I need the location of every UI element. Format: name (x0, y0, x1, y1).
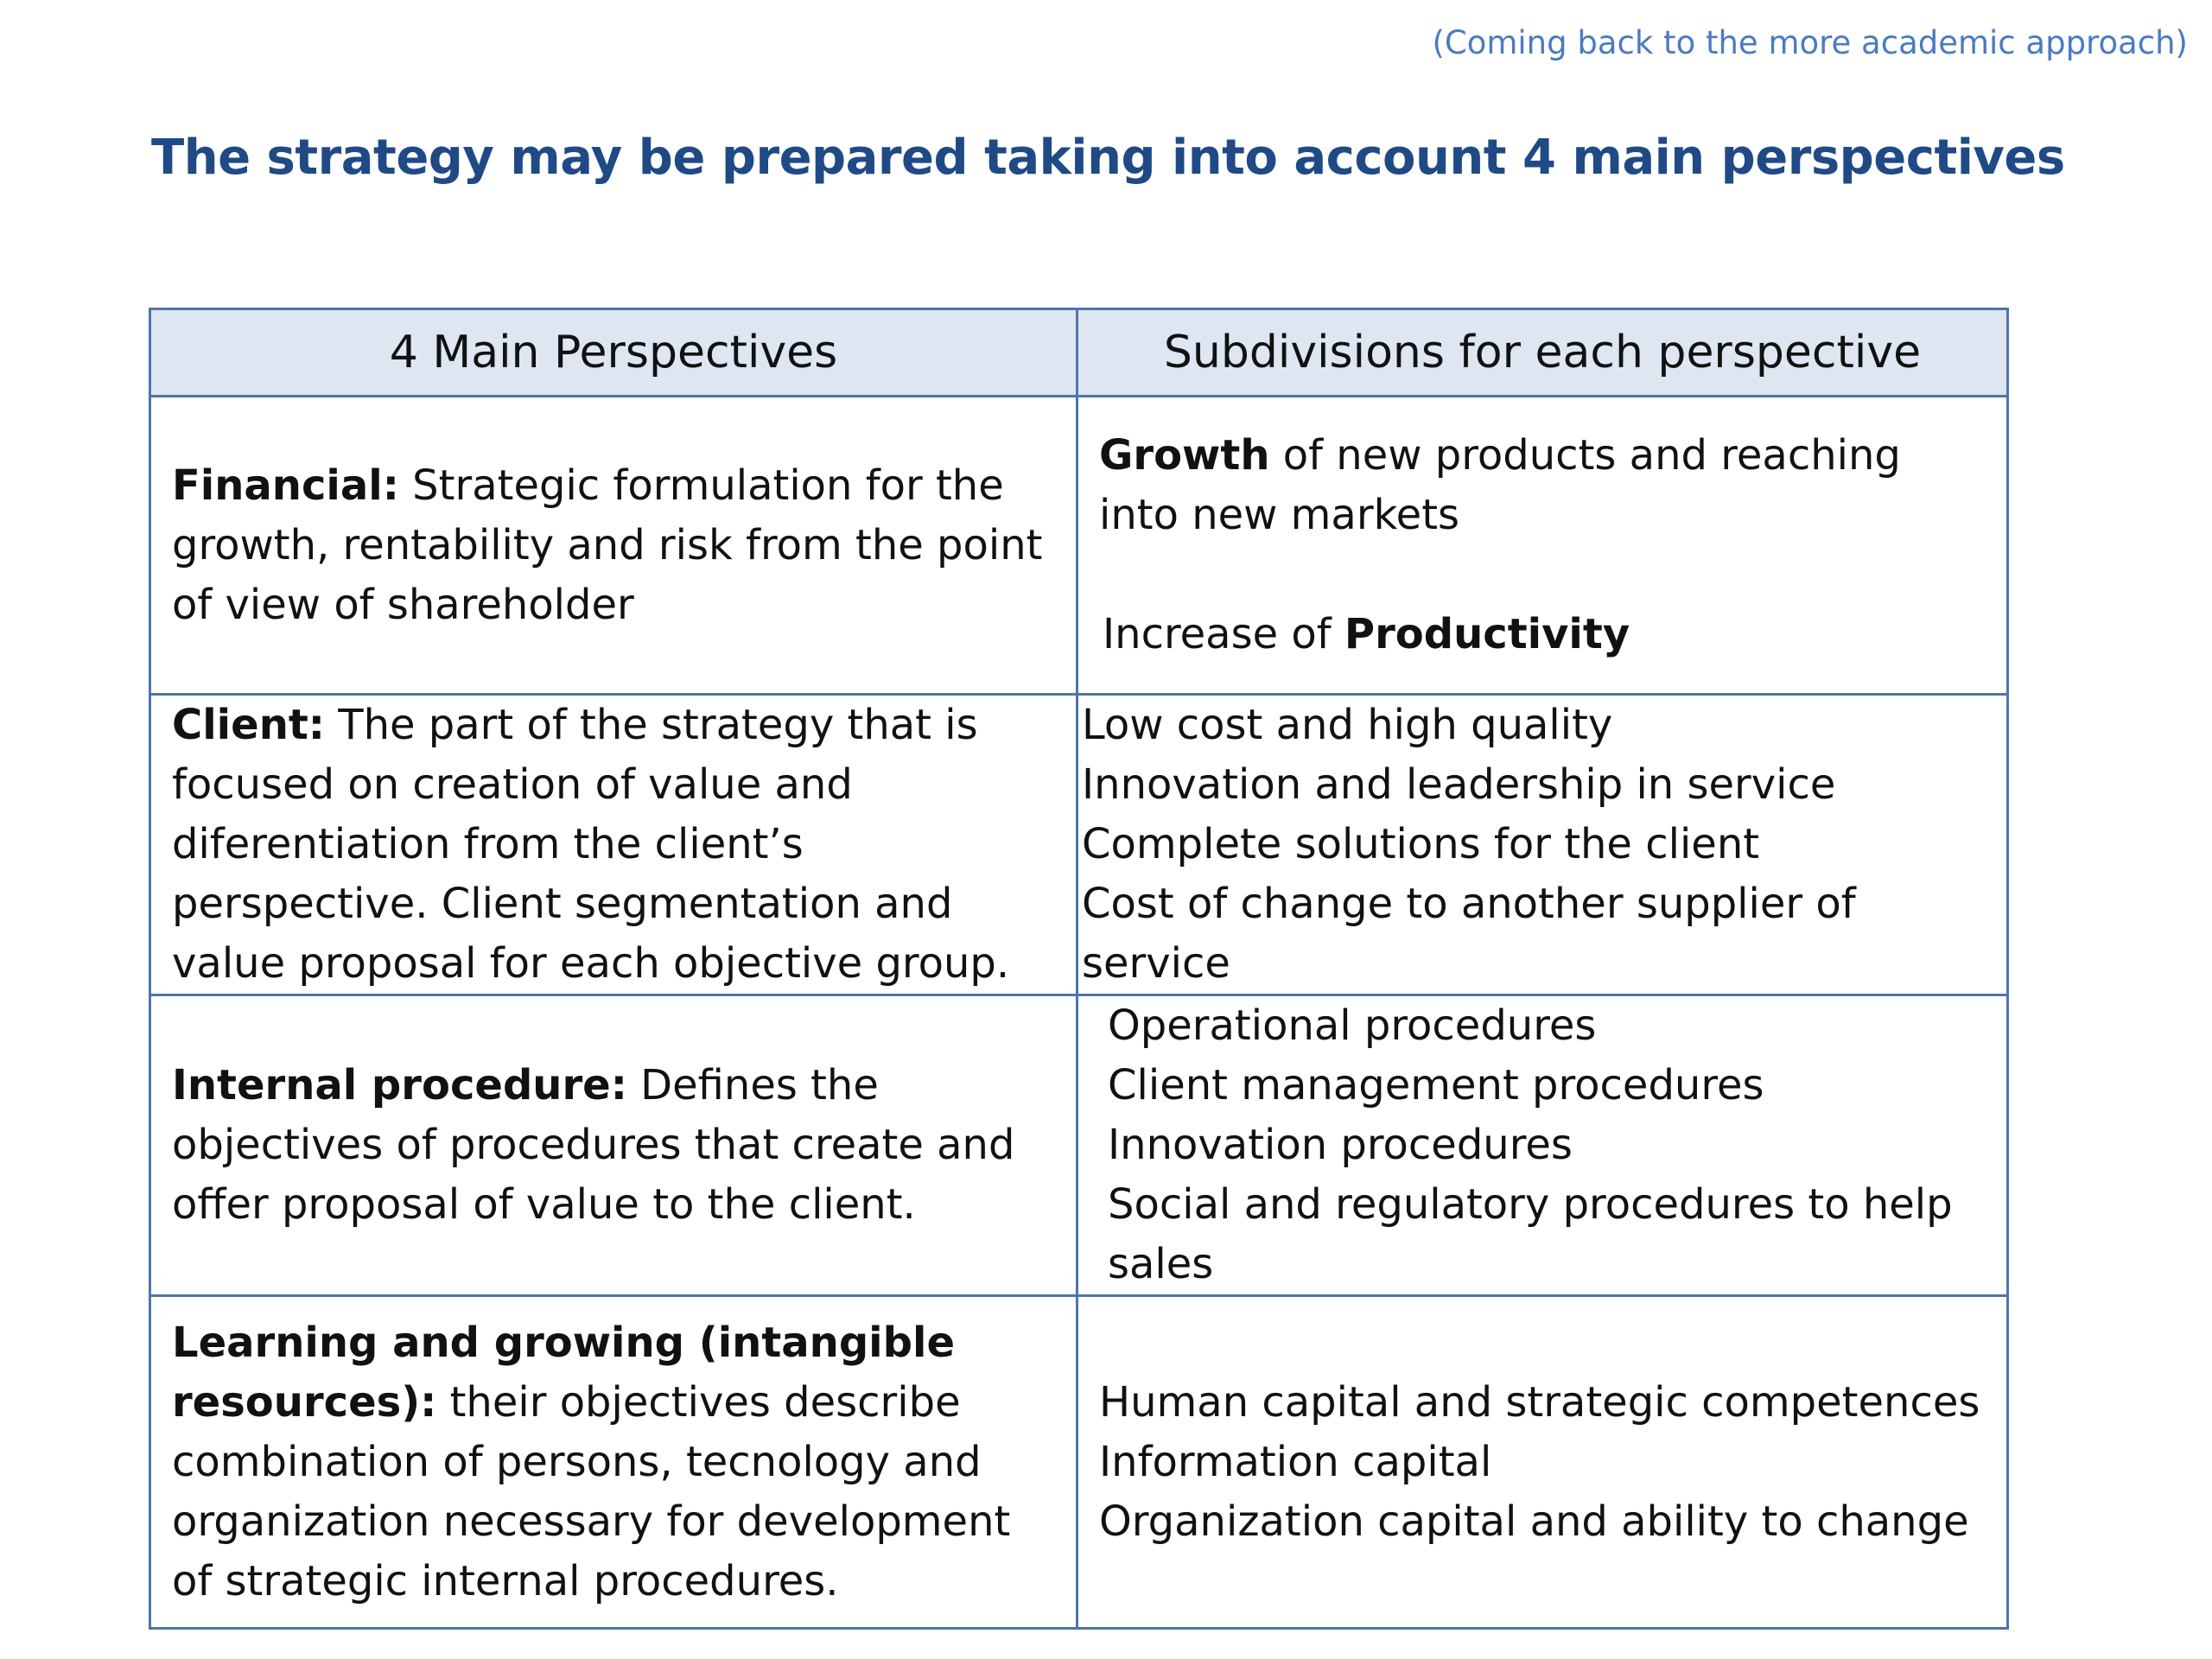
list-item (1099, 605, 1989, 664)
perspective-internal-procedure (150, 995, 1077, 1296)
perspective-financial (150, 397, 1077, 695)
list-item: Operational procedures (1108, 1001, 1597, 1050)
perspective-label: Internal procedure: (172, 1061, 627, 1109)
perspective-label: Financial: (172, 461, 399, 510)
list-item: Human capital and strategic competences (1099, 1377, 1980, 1427)
table-row (150, 1296, 2008, 1629)
table-row (150, 995, 2008, 1296)
list-item: Innovation and leadership in service (1082, 760, 1836, 809)
perspectives-table (149, 308, 2009, 1630)
item-text: Increase of (1103, 610, 1344, 658)
subdivisions-client (1077, 695, 2008, 995)
perspective-description: Strategic formulation for the growth, rentability and risk from the point of view of shareholder (172, 461, 1043, 629)
perspective-client (150, 695, 1077, 995)
list-item: Innovation procedures (1108, 1121, 1573, 1169)
table-header-row (150, 309, 2008, 397)
emphasis-text: Growth (1099, 431, 1270, 480)
spacer (1099, 545, 1989, 605)
list-item: Client management procedures (1108, 1061, 1764, 1109)
perspective-description: The part of the strategy that is focused on creation of value and diferentiation from the client’s perspective. Client segmentation and value proposal for each objective group. (172, 701, 1010, 988)
subdivisions-internal-procedure (1077, 995, 2008, 1296)
list-item (1099, 426, 1989, 545)
header-subdivisions: Subdivisions for each perspective (1077, 309, 2008, 397)
list-item: Information capital (1099, 1437, 1492, 1486)
emphasis-text: Productivity (1344, 610, 1630, 658)
subdivisions-financial (1077, 397, 2008, 695)
perspective-description: Defines the objectives of procedures that create and offer proposal of value to the client. (172, 1061, 1015, 1229)
list-item: Social and regulatory procedures to help sales (1108, 1180, 1953, 1288)
header-main-perspectives: 4 Main Perspectives (150, 309, 1077, 397)
perspective-learning-growing (150, 1296, 1077, 1629)
list-item: Low cost and high quality (1082, 701, 1613, 749)
list-item: Organization capital and ability to change (1099, 1497, 1969, 1546)
perspective-label: Client: (172, 701, 325, 749)
table-row (150, 695, 2008, 995)
subdivisions-learning-growing (1077, 1296, 2008, 1629)
subtitle-note: (Coming back to the more academic approach) (1432, 24, 2188, 61)
slide-title: The strategy may be prepared taking into account 4 main perspectives (151, 130, 2065, 186)
table-row (150, 397, 2008, 695)
list-item: Complete solutions for the client (1082, 820, 1760, 868)
item-text: of new products and reaching into new markets (1099, 431, 1901, 539)
list-item: Cost of change to another supplier of service (1082, 880, 1856, 988)
perspective-label: Learning and growing (intangible resources): (172, 1318, 955, 1427)
perspective-description: their objectives describe combination of persons, tecnology and organization necessary for development of strategic internal procedures. (172, 1377, 1011, 1605)
